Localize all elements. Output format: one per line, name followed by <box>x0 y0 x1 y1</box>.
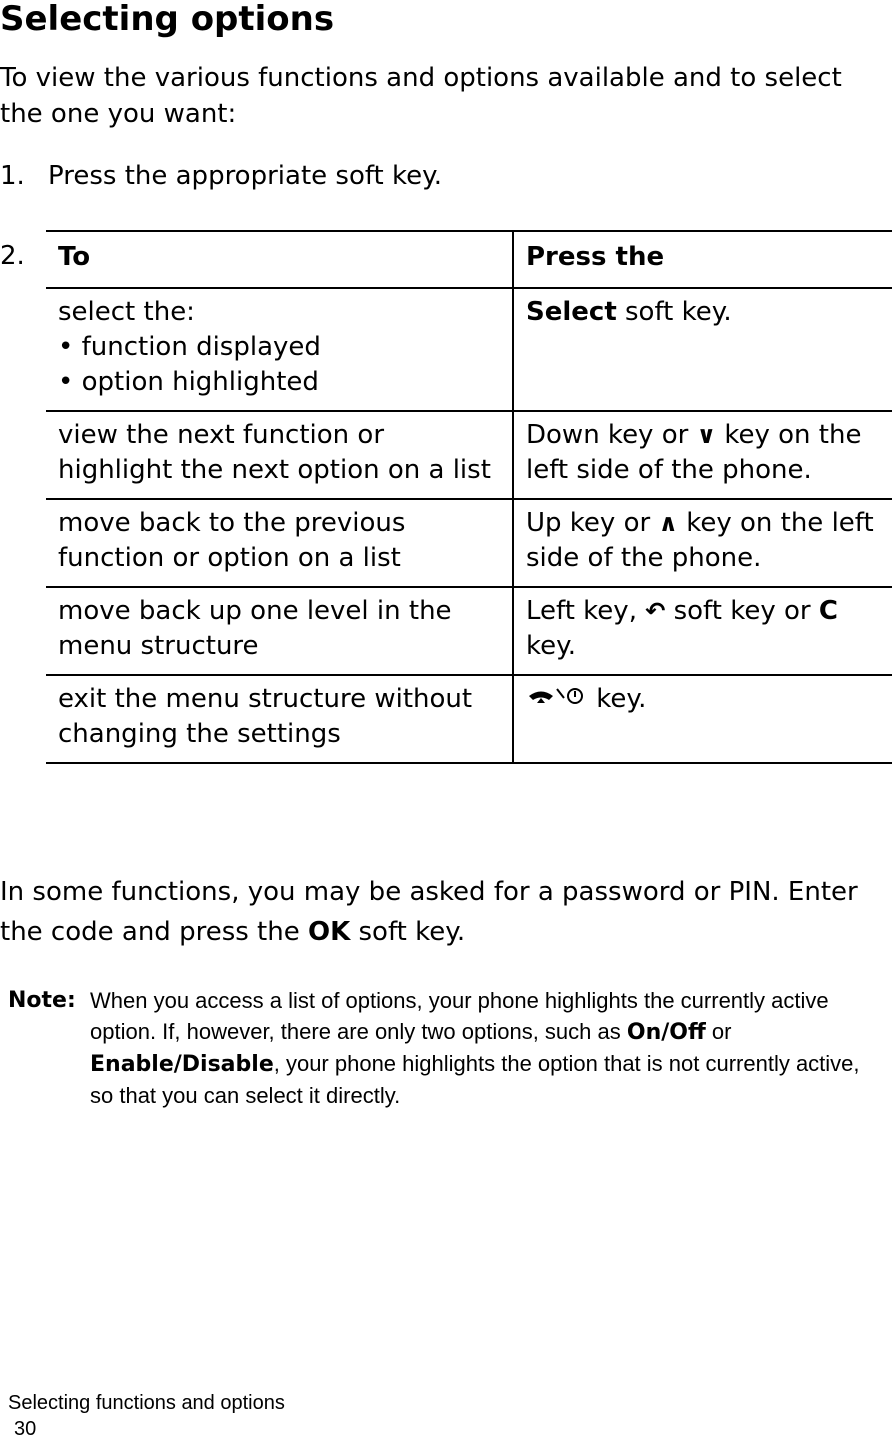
press-text: key. <box>588 684 647 714</box>
password-paragraph <box>0 872 890 952</box>
table-cell-to <box>46 288 513 411</box>
step-1 <box>0 158 442 194</box>
note-text <box>90 985 886 1111</box>
volume-down-icon: ∨ <box>696 421 717 449</box>
table-cell-press <box>513 499 892 587</box>
press-text: key. <box>526 631 577 661</box>
table-cell-to: move back to the previous function or option on a list <box>46 499 513 587</box>
table-cell-press <box>513 288 892 411</box>
table-header-to: To <box>46 231 513 288</box>
paragraph-text: In some functions, you may be asked for a password or PIN. Enter the code and press the <box>0 877 858 947</box>
table-header-press: Press the <box>513 231 892 288</box>
paragraph-text: soft key. <box>350 917 466 947</box>
press-text: key on the left side of the phone. <box>526 420 862 485</box>
key-table <box>46 230 892 764</box>
table-cell-press <box>513 411 892 499</box>
footer-section-title: Selecting functions and options <box>8 1392 285 1414</box>
table-cell-press <box>513 587 892 675</box>
list-item: • option highlighted <box>58 365 500 400</box>
volume-up-icon: ∧ <box>658 509 678 537</box>
press-text: Left key, <box>526 596 646 626</box>
table-row <box>46 587 892 675</box>
select-key-label: Select <box>526 297 617 327</box>
press-text: soft key or <box>665 596 819 626</box>
table-row <box>46 288 892 411</box>
note-text-part: or <box>705 1019 732 1044</box>
note-text-part: When you access a list of options, your phone highlights the currently active option. If, however, there are only two options, such as <box>90 988 829 1044</box>
select-lead-text: select the: <box>58 297 195 327</box>
table-cell-to: move back up one level in the menu structure <box>46 587 513 675</box>
table-row <box>46 499 892 587</box>
press-text: Up key or <box>526 508 659 538</box>
table-cell-press <box>513 675 892 763</box>
step-1-text: Press the appropriate soft key. <box>48 161 443 191</box>
table-cell-to: exit the menu structure without changing the settings <box>46 675 513 763</box>
note-text-part: , your phone highlights the option that is not currently active, so that you can select it directly. <box>90 1051 860 1108</box>
table-row <box>46 411 892 499</box>
c-key-label: C <box>818 596 838 626</box>
table-cell-to: view the next function or highlight the next option on a list <box>46 411 513 499</box>
table-header-row <box>46 231 892 288</box>
end-power-key-icon <box>526 683 588 711</box>
enable-disable-label: Enable/Disable <box>90 1052 274 1077</box>
bullet-list <box>58 330 500 400</box>
press-text: Down key or <box>526 420 697 450</box>
back-arrow-icon: ↶ <box>645 597 666 625</box>
page-number: 30 <box>14 1418 37 1440</box>
step-1-number: 1. <box>0 161 25 191</box>
page-footer <box>8 1390 285 1442</box>
on-off-label: On/Off <box>626 1020 706 1045</box>
press-text: soft key. <box>616 297 732 327</box>
ok-key-label: OK <box>308 917 351 947</box>
table-row <box>46 675 892 763</box>
press-text: key on the left side of the phone. <box>526 508 874 573</box>
step-2-number: 2. <box>0 241 25 271</box>
page-title: Selecting options <box>0 0 335 39</box>
intro-paragraph: To view the various functions and options available and to select the one you want: <box>0 63 842 129</box>
note-label: Note: <box>8 988 76 1013</box>
list-item: • function displayed <box>58 330 500 365</box>
